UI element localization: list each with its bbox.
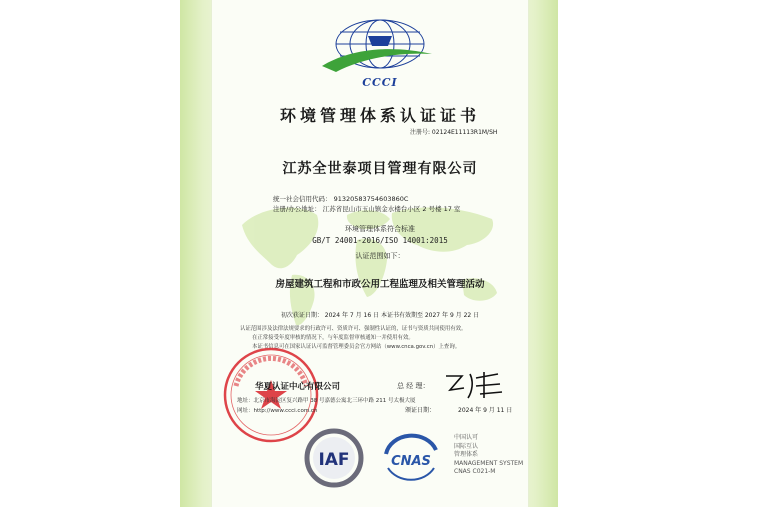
company-address: 注册/办公地址： 江苏省昆山市玉山镇金水楼台小区 2 号楼 17 室 [273,205,461,213]
conform-standard-label: 环境管理体系符合标准 [345,225,415,233]
issuer-name: 华夏认证中心有限公司 [255,382,341,392]
cnas-caption-line: 中国认可 [454,434,479,441]
issuer-address: 地址：北京市海淀区复兴路甲 38 号嘉德公寓北三环中路 211 号太极大厦 [237,398,416,404]
cnas-logo-icon [378,428,444,488]
brand-name: CCCI [362,76,398,89]
general-manager-label: 总 经 理： [397,382,430,390]
registration-number: 注册号: 02124E11113R1M/SH [410,129,498,136]
validity-dates: 初次获证日期： 2024 年 7 月 16 日 本证书有效期至 2027 年 9 月 22 日 [280,312,480,319]
issuer-website: 网址：http://www.ccci.com.cn [237,408,318,414]
standard-code: GB/T 24001-2016/ISO 14001:2015 [312,236,448,245]
cnas-label: CNAS [391,454,431,469]
note-line: 在正常接受年度审核的情况下，与年度监督审核通知一并使用有效。 [252,335,414,341]
cnas-caption-line: 管理体系 [454,451,479,458]
company-name: 江苏全世泰项目管理有限公司 [282,161,478,177]
certification-scope: 房屋建筑工程和市政公用工程监理及相关管理活动 [275,279,485,290]
issue-date: 2024 年 9 月 11 日 [458,407,513,414]
cnas-caption-line: 国际互认 [454,442,479,450]
cnas-caption-line: MANAGEMENT SYSTEM [454,459,524,467]
cnas-caption [454,434,523,477]
note-line: 认证范围涉及法律法规要求的行政许可、资质许可、强制性认证的，证书与资质共同使用有效。 [240,326,467,332]
credit-code: 统一社会信用代码： 91320583754603860C [273,195,409,203]
issue-date-label: 颁证日期： [405,407,436,414]
note-line: 本证书信息可在国家认证认可监督管理委员会官方网站（www.cnca.gov.cn）上查询。 [252,344,461,350]
scope-label: 认证范围如下： [355,252,405,260]
iaf-label: IAF [318,450,350,470]
cnas-caption-line: CNAS C021-M [454,468,496,475]
signature-icon [440,368,510,402]
certificate-title: 环境管理体系认证证书 [279,106,480,125]
iaf-logo-icon [294,428,374,488]
